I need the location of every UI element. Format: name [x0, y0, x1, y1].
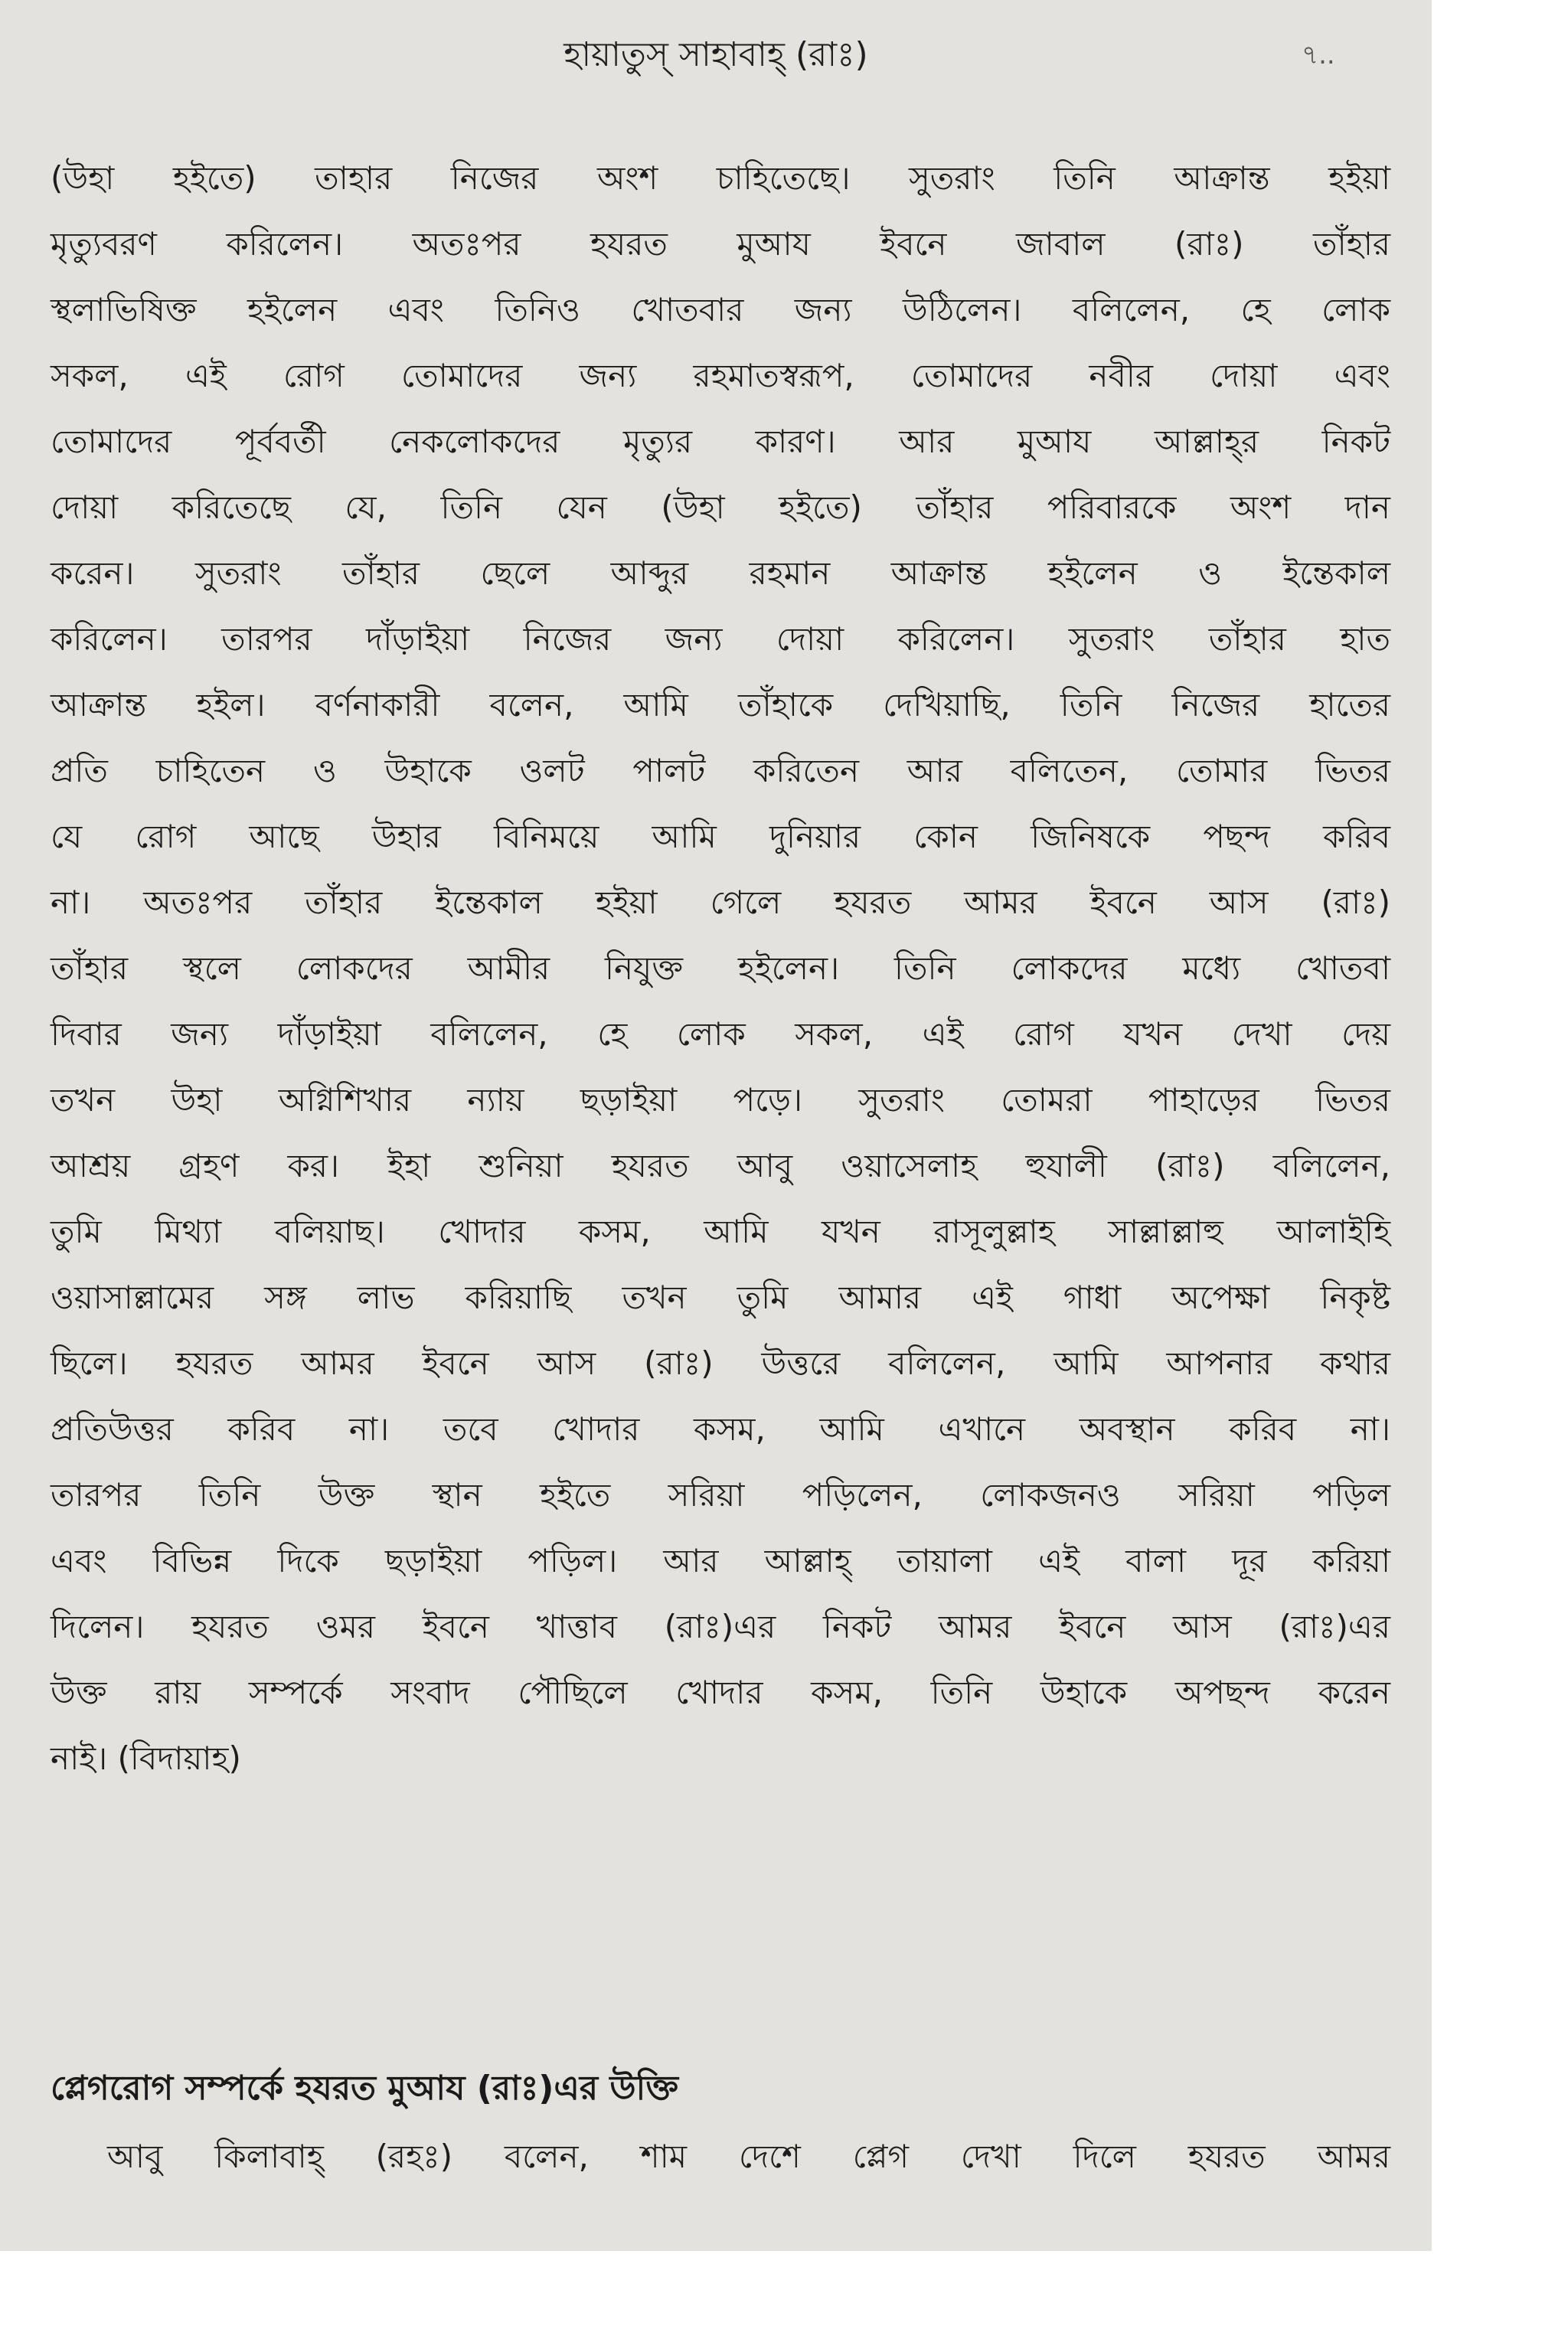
text-line: যে রোগ আছে উহার বিনিময়ে আমি দুনিয়ার কোন জিনিষকে পছন্দ করিব	[51, 818, 1390, 855]
text-line: তাঁহার স্থলে লোকদের আমীর নিযুক্ত হইলেন। তিনি লোকদের মধ্যে খোতবা	[51, 949, 1390, 987]
text-line: (উহা হইতে) তাহার নিজের অংশ চাহিতেছে। সুতরাং তিনি আক্রান্ত হইয়া	[51, 159, 1390, 197]
text-line: তুমি মিথ্যা বলিয়াছ। খোদার কসম, আমি যখন রাসূলুল্লাহ সাল্লাল্লাহু আলাইহি	[51, 1213, 1390, 1250]
text-line: আক্রান্ত হইল। বর্ণনাকারী বলেন, আমি তাঁহাকে দেখিয়াছি, তিনি নিজের হাতের	[51, 686, 1390, 724]
text-line: দিবার জন্য দাঁড়াইয়া বলিলেন, হে লোক সকল, এই রোগ যখন দেখা দেয়	[51, 1015, 1390, 1053]
text-line: এবং বিভিন্ন দিকে ছড়াইয়া পড়িল। আর আল্লাহ্ তায়ালা এই বালা দূর করিয়া	[51, 1542, 1390, 1579]
text-line: উক্ত রায় সম্পর্কে সংবাদ পৌছিলে খোদার কসম, তিনি উহাকে অপছন্দ করেন	[51, 1674, 1390, 1711]
text-line: করেন। সুতরাং তাঁহার ছেলে আব্দুর রহমান আক্রান্ত হইলেন ও ইন্তেকাল	[51, 554, 1390, 592]
text-line: সকল, এই রোগ তোমাদের জন্য রহমাতস্বরূপ, তোমাদের নবীর দোয়া এবং	[51, 357, 1390, 394]
text-line: দিলেন। হযরত ওমর ইবনে খাত্তাব (রাঃ)এর নিকট আমর ইবনে আস (রাঃ)এর	[51, 1608, 1390, 1645]
text-line: প্রতি চাহিতেন ও উহাকে ওলট পালট করিতেন আর বলিতেন, তোমার ভিতর	[51, 752, 1390, 789]
section-intro-line: আবু কিলাবাহ্ (রহঃ) বলেন, শাম দেশে প্লেগ দেখা দিলে হযরত আমর	[107, 2138, 1390, 2175]
text-line: ওয়াসাল্লামের সঙ্গ লাভ করিয়াছি তখন তুমি আমার এই গাধা অপেক্ষা নিকৃষ্ট	[51, 1279, 1390, 1316]
text-line: তোমাদের পূর্ববর্তী নেকলোকদের মৃত্যুর কারণ। আর মুআয আল্লাহ্‌র নিকট	[51, 423, 1390, 460]
text-line: আশ্রয় গ্রহণ কর। ইহা শুনিয়া হযরত আবু ওয়াসেলাহ হুযালী (রাঃ) বলিলেন,	[51, 1147, 1390, 1184]
text-line: তখন উহা অগ্নিশিখার ন্যায় ছড়াইয়া পড়ে। সুতরাং তোমরা পাহাড়ের ভিতর	[51, 1081, 1390, 1119]
text-line: স্থলাভিষিক্ত হইলেন এবং তিনিও খোতবার জন্য উঠিলেন। বলিলেন, হে লোক	[51, 291, 1390, 328]
section-heading: প্লেগরোগ সম্পর্কে হযরত মুআয (রাঃ)এর উক্তি	[51, 2069, 679, 2108]
text-line: প্রতিউত্তর করিব না। তবে খোদার কসম, আমি এখানে অবস্থান করিব না।	[51, 1410, 1390, 1448]
body-text	[51, 145, 1390, 1792]
text-line: মৃত্যুবরণ করিলেন। অতঃপর হযরত মুআয ইবনে জাবাল (রাঃ) তাঁহার	[51, 225, 1390, 263]
text-line: নাই। (বিদায়াহ)	[51, 1740, 241, 1777]
text-line: ছিলে। হযরত আমর ইবনে আস (রাঃ) উত্তরে বলিলেন, আমি আপনার কথার	[51, 1344, 1390, 1382]
text-line: তারপর তিনি উক্ত স্থান হইতে সরিয়া পড়িলেন, লোকজনও সরিয়া পড়িল	[51, 1476, 1390, 1514]
page-number: ৭..	[1302, 40, 1335, 70]
running-header: হায়াতুস্ সাহাবাহ্ (রাঃ)	[564, 35, 868, 74]
text-line: করিলেন। তারপর দাঁড়াইয়া নিজের জন্য দোয়া করিলেন। সুতরাং তাঁহার হাত	[51, 620, 1390, 658]
text-line: দোয়া করিতেছে যে, তিনি যেন (উহা হইতে) তাঁহার পরিবারকে অংশ দান	[51, 488, 1390, 526]
text-line: না। অতঃপর তাঁহার ইন্তেকাল হইয়া গেলে হযরত আমর ইবনে আস (রাঃ)	[51, 884, 1390, 921]
